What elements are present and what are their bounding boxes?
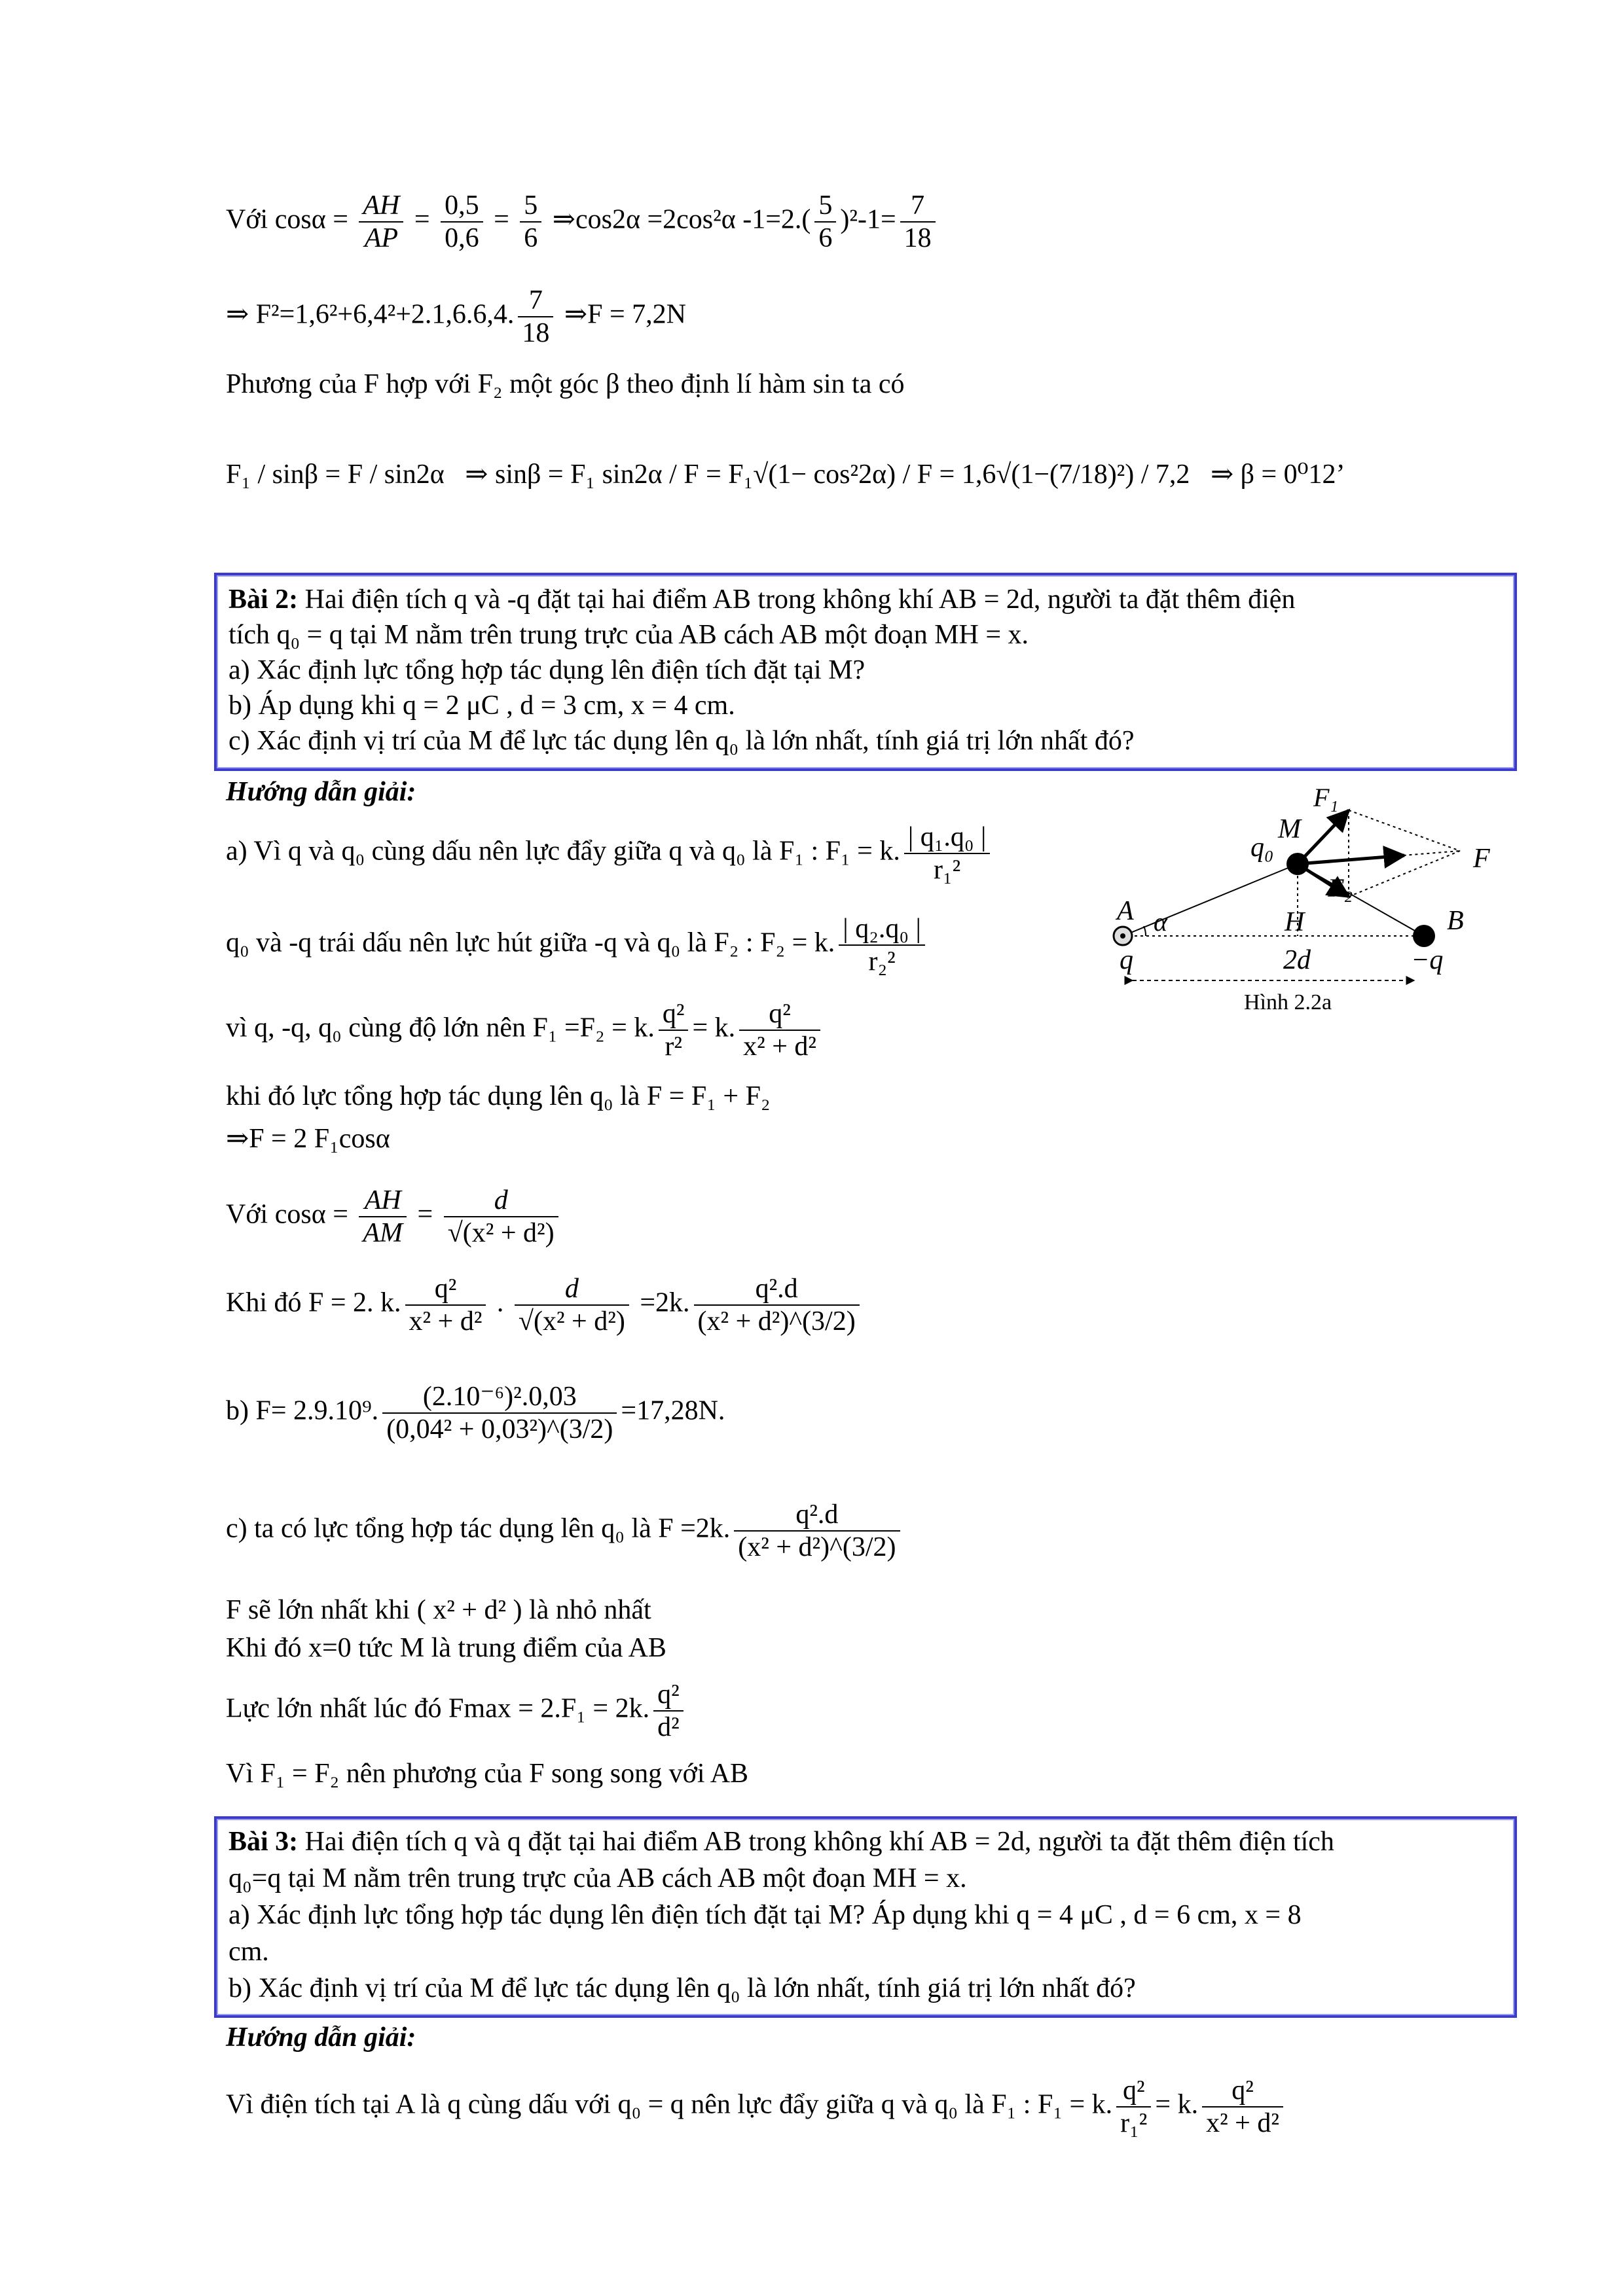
label-f2: F₂: [1328, 873, 1353, 903]
charge-b: [1413, 925, 1435, 947]
bai2-line-1: [228, 583, 1295, 616]
text: Lực lớn nhất lúc đó Fmax = 2.F₁ = 2k.: [226, 1693, 650, 1724]
text: )²-1=: [840, 204, 896, 235]
figure-2-2a: [1106, 779, 1512, 1021]
bai2-a4: khi đó lực tổng hợp tác dụng lên q₀ là F = F₁ + F₂: [226, 1081, 771, 1111]
text: 1,6√(1−(7/18)²) / 7,2: [961, 459, 1190, 490]
label-2d: 2d: [1283, 945, 1311, 975]
label-a: A: [1117, 896, 1134, 926]
figure-caption: Hình 2.2a: [1244, 990, 1332, 1014]
bai3-g1: [226, 2075, 1287, 2139]
text: =2k.: [640, 1287, 690, 1318]
fraction: $\frac{d}{\text{√(x² + d²)}}$: [444, 1185, 558, 1249]
text: ⇒F = 7,2N: [564, 299, 686, 330]
label-q0: q₀: [1250, 833, 1274, 863]
text: Vì điện tích tại A là q cùng dấu với q₀ = q nên lực đẩy giữa q và q₀ là F₁ : F₁ = k.: [226, 2089, 1113, 2120]
bai3-guide-heading: Hướng dẫn giải:: [226, 2022, 416, 2053]
angle-arc: [1144, 926, 1146, 936]
fraction: $\frac{\text{| q₁.q₀ |}}{\text{r₁²}}$: [904, 821, 991, 886]
text: F₁ / sinβ = F / sin2α: [226, 459, 445, 490]
text: Hai điện tích q và q đặt tại hai điểm AB trong không khí AB = 2d, người ta đặt thêm điện tích: [298, 1827, 1334, 1857]
fraction: $\frac{\text{q²}}{\text{x² + d²}}$: [739, 998, 820, 1062]
fraction: $\frac{7}{18}$: [518, 285, 553, 349]
text: ⇒ sinβ =: [465, 459, 564, 490]
direction-line: Phương của F hợp với F₂ một góc β theo định lí hàm sin ta có: [226, 369, 905, 399]
bai2-line-5: c) Xác định vị trí của M để lực tác dụng lên q₀ là lớn nhất, tính giá trị lớn nhất đó?: [228, 726, 1135, 756]
fraction: $\frac{\text{q²}}{\text{x² + d²}}$: [405, 1273, 486, 1337]
bai2-c5: Vì F₁ = F₂ nên phương của F song song với AB: [226, 1759, 749, 1789]
label-h: H: [1285, 907, 1305, 937]
text: Với cos: [226, 204, 312, 235]
bai2-c4: [226, 1679, 687, 1743]
fraction: $\frac{7}{18}$: [900, 190, 936, 254]
text: b) F= 2.9.10⁹.: [226, 1395, 379, 1426]
label-f: F: [1473, 844, 1490, 874]
label-m: M: [1278, 814, 1301, 844]
fraction: $\frac{5}{6}$: [814, 190, 836, 254]
bai3-line-5: b) Xác định vị trí của M để lực tác dụng lên q₀ là lớn nhất, tính giá trị lớn nhất đó?: [228, 1973, 1136, 2003]
text: Với cosα =: [226, 1199, 348, 1230]
text: Hai điện tích q và -q đặt tại hai điểm AB trong không khí AB = 2d, người ta đặt thêm điện: [298, 584, 1296, 615]
bai2-c2: F sẽ lớn nhất khi ( x² + d² ) là nhỏ nhất: [226, 1595, 651, 1625]
fraction: $\frac{AH}{AP}$: [359, 190, 403, 254]
vector-f: [1298, 855, 1404, 864]
label-f1: F₁: [1313, 783, 1339, 812]
fraction: $\frac{\text{q²}}{\text{d²}}$: [653, 1679, 684, 1743]
text: = k.: [1155, 2089, 1199, 2120]
bai2-line-2: tích q₀ = q tại M nằm trên trung trực của AB cách AB một đoạn MH = x.: [228, 620, 1029, 650]
text: F₁√(1− cos²2α) / F: [728, 459, 933, 490]
text: Khi đó F = 2. k.: [226, 1287, 401, 1318]
bai3-line-4: cm.: [228, 1937, 269, 1967]
fraction: $\frac{\text{q²}}{\text{r²}}$: [659, 998, 689, 1062]
sine-law-line: F₁ / sinβ = F / sin2α ⇒ sinβ = F₁ sin2α / F = F₁√(1− cos²2α) / F = 1,6√(1−(7/18)²) / 7,2 ⇒ β = 0⁰12’: [226, 459, 1345, 490]
bai3-problem-box: [214, 1816, 1517, 2018]
label-alpha: α: [1154, 907, 1167, 937]
text: a) Vì q và q₀ cùng dấu nên lực đẩy giữa q và q₀ là F₁ : F₁ = k.: [226, 836, 900, 867]
bai2-line-4: b) Áp dụng khi q = 2 μC , d = 3 cm, x = 4 cm.: [228, 691, 735, 721]
bai2-a5: ⇒F = 2 F₁cosα: [226, 1124, 390, 1154]
label-b: B: [1447, 906, 1464, 936]
fraction: $\frac{\text{q².d}}{\text{(x² + d²)\textasciicircum{}(3/2)}}$: [694, 1273, 860, 1337]
label-q: q: [1120, 945, 1133, 975]
bai2-problem-box: [214, 573, 1517, 771]
bai2-a3: [226, 998, 824, 1062]
bai2-c1: [226, 1499, 904, 1563]
fraction: $\frac{\text{q²}}{\text{r₁²}}$: [1116, 2075, 1151, 2139]
bai2-guide-heading: Hướng dẫn giải:: [226, 777, 416, 807]
text: F₁ sin2α / F: [570, 459, 699, 490]
text: q₀ và -q trái dấu nên lực hút giữa -q và q₀ là F₂ : F₂ = k.: [226, 927, 835, 958]
charge-a-dot: [1120, 933, 1125, 939]
label-neg-q: −q: [1411, 945, 1444, 975]
fraction: $\frac{0,5}{0,6}$: [441, 190, 483, 254]
text: c) ta có lực tổng hợp tác dụng lên q₀ là F =2k.: [226, 1513, 731, 1544]
bai3-line-1: [228, 1825, 1334, 1858]
fraction: $\frac{5}{6}$: [520, 190, 541, 254]
text: vì q, -q, q₀ cùng độ lớn nên F₁ =F₂ = k.: [226, 1013, 655, 1043]
fraction: $\frac{d}{\text{√(x² + d²)}}$: [515, 1273, 629, 1337]
fraction: $\frac{\text{q².d}}{\text{(x² + d²)\textasciicircum{}(3/2)}}$: [734, 1499, 900, 1563]
cos-alpha-line: Với cosα = $\frac{AH}{AP}$ = $\frac{0,5}{0,6}$ = $\frac{5}{6}$ ⇒cos2α =2cos²α -1=2.( $\frac{5}{6}$ )²-1= $\frac{7}{18}$: [226, 190, 939, 254]
charge-m: [1286, 853, 1309, 875]
bai3-line-3: a) Xác định lực tổng hợp tác dụng lên điện tích đặt tại M? Áp dụng khi q = 4 μC , d = 6 cm, x = 8: [228, 1900, 1302, 1930]
bai2-a6: Với cosα = $\frac{AH}{AM}$ = $\frac{d}{\text{√(x² + d²)}}$: [226, 1185, 562, 1249]
fraction: $\frac{\text{q²}}{\text{x² + d²}}$: [1202, 2075, 1283, 2139]
fraction: $\frac{\text{| q₂.q₀ |}}{\text{r₂²}}$: [839, 913, 925, 977]
text: ⇒ F²=1,6²+6,4²+2.1,6.6,4.: [226, 299, 515, 330]
bai2-title: Bài 2:: [228, 584, 299, 615]
text: ⇒cos2α =2cos²α -1=2.(: [552, 204, 811, 235]
bai2-a1: [226, 821, 994, 886]
fraction: $\frac{AH}{AM}$: [359, 1185, 407, 1249]
bai2-b1: [226, 1381, 725, 1445]
bai2-line-3: a) Xác định lực tổng hợp tác dụng lên điện tích đặt tại M?: [228, 655, 866, 685]
bai2-c3: Khi đó x=0 tức M là trung điểm của AB: [226, 1633, 666, 1663]
text: = k.: [692, 1013, 736, 1043]
dash-f1-f: [1349, 810, 1460, 851]
bai2-a2: [226, 913, 929, 977]
fraction: $\frac{\text{(2.10⁻⁶)².0,03}}{\text{(0,04² + 0,03²)\textasciicircum{}(3/2)}}$: [382, 1381, 617, 1445]
bai3-line-2: q₀=q tại M nằm trên trung trực của AB cách AB một đoạn MH = x.: [228, 1863, 967, 1893]
text: =17,28N.: [621, 1395, 725, 1426]
line-am: [1123, 864, 1298, 936]
text: ⇒ β = 0⁰12’: [1210, 459, 1345, 490]
bai2-a7: Khi đó F = 2. k. $\frac{\text{q²}}{\text{x² + d²}}$ . $\frac{d}{\text{√(x² + d²)}}$ =2k. $\frac{\text{q².d}}{\text{(x² + d²)\textasciicircum{}(3/2)}}$: [226, 1273, 864, 1337]
force-result-line: [226, 285, 686, 349]
bai3-title: Bài 3:: [228, 1827, 299, 1857]
